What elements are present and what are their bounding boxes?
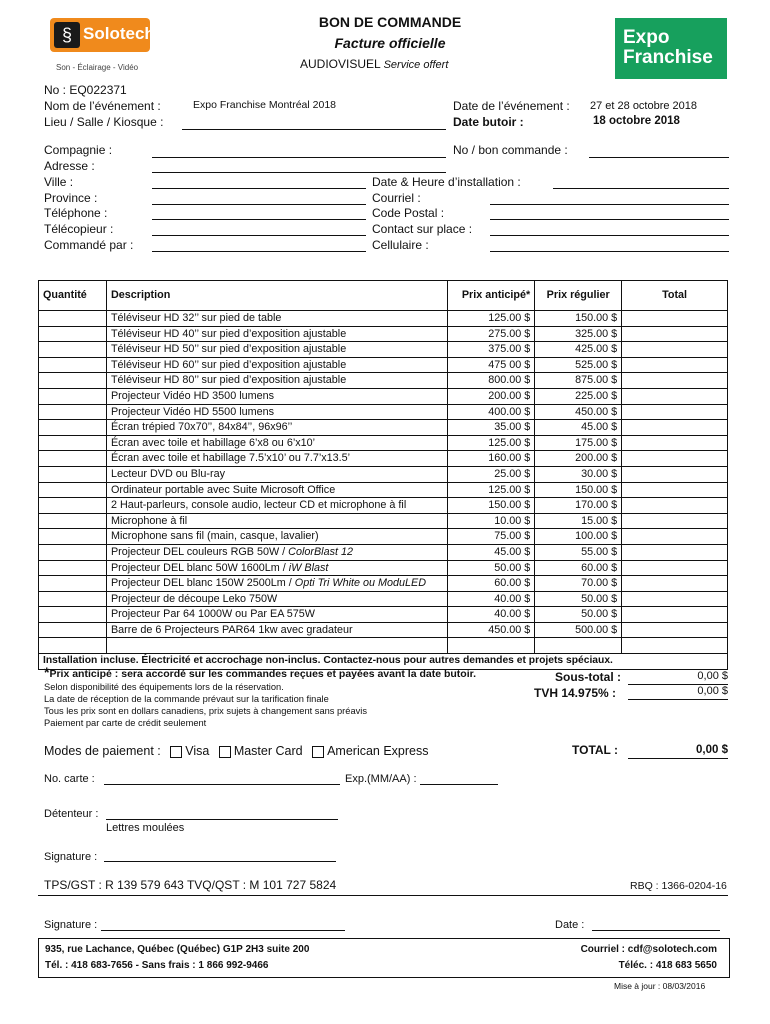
description-cell [106, 451, 447, 467]
description-cell [106, 388, 447, 404]
early-price-cell: 60.00 $ [448, 576, 535, 592]
visa-checkbox[interactable] [170, 746, 182, 758]
table-row [39, 622, 728, 638]
footer-phones: Tél. : 418 683-7656 - Sans frais : 1 866 992-9466 [45, 960, 269, 971]
description-text: Microphone sans fil (main, casque, lavalier) [110, 530, 319, 543]
total-line [628, 758, 728, 759]
total-cell[interactable] [622, 513, 728, 529]
total-cell[interactable] [622, 357, 728, 373]
qty-cell[interactable] [39, 326, 107, 342]
total-cell[interactable] [622, 622, 728, 638]
total-value: 0,00 $ [696, 744, 728, 756]
qty-cell[interactable] [39, 529, 107, 545]
term-line-2: La date de réception de la commande prévaut sur la tarification finale [44, 694, 329, 704]
table-row [39, 326, 728, 342]
block-letters-note: Lettres moulées [106, 822, 185, 834]
solotech-mark-icon: § [54, 22, 80, 48]
regular-price-cell: 45.00 $ [535, 420, 622, 436]
col-early-price-header: Prix anticipé* [448, 281, 535, 311]
contact-label: Contact sur place : [372, 222, 473, 236]
order-number: No : EQ022371 [44, 83, 127, 97]
col-desc-header: Description [106, 281, 447, 311]
regular-price-cell: 70.00 $ [535, 576, 622, 592]
total-cell[interactable] [622, 326, 728, 342]
table-row [39, 607, 728, 623]
subtotal-value: 0,00 $ [697, 670, 728, 682]
table-note: Installation incluse. Électricité et accrochage non-inclus. Contactez-nous pour autres demandes et projets spéciaux. [39, 654, 728, 670]
cell-line[interactable] [490, 251, 729, 252]
deadline-value: 18 octobre 2018 [593, 115, 680, 127]
description-cell [106, 622, 447, 638]
description-text: Projecteur Vidéo HD 3500 lumens [110, 389, 274, 402]
table-row [39, 373, 728, 389]
description-model: ColorBlast 12 [288, 545, 353, 558]
description-cell [106, 560, 447, 576]
date-label: Date : [555, 919, 585, 931]
payment-methods [44, 744, 429, 758]
table-row [39, 435, 728, 451]
description-text: Téléviseur HD 80’’ sur pied d’exposition ajustable [110, 374, 347, 387]
description-cell [106, 544, 447, 560]
phone-label: Téléphone : [44, 206, 108, 220]
regular-price-cell: 15.00 $ [535, 513, 622, 529]
solotech-tagline: Son - Éclairage - Vidéo [56, 63, 139, 72]
expiry-label: Exp.(MM/AA) : [345, 773, 417, 785]
page-title: BON DE COMMANDE [318, 14, 462, 30]
card-number-line[interactable] [104, 784, 340, 785]
service-main: AUDIOVISUEL [300, 57, 381, 71]
early-price-cell: 160.00 $ [448, 451, 535, 467]
city-line[interactable] [152, 188, 366, 189]
expo-logo-line2: Franchise [623, 47, 713, 68]
description-text: Projecteur DEL couleurs RGB 50W / [110, 545, 289, 558]
email-line[interactable] [490, 204, 729, 205]
early-price-cell: 35.00 $ [448, 420, 535, 436]
total-cell[interactable] [622, 544, 728, 560]
order-table [38, 280, 728, 670]
card-signature-line[interactable] [104, 861, 336, 862]
qty-cell[interactable] [39, 435, 107, 451]
ordered-by-line[interactable] [152, 251, 366, 252]
expo-logo-line1: Expo [623, 27, 670, 48]
contact-line[interactable] [490, 235, 729, 236]
early-price-cell: 125.00 $ [448, 311, 535, 327]
regular-price-cell: 55.00 $ [535, 544, 622, 560]
cell-label: Cellulaire : [372, 238, 429, 252]
total-cell[interactable] [622, 373, 728, 389]
venue-label: Lieu / Salle / Kiosque : [44, 115, 164, 129]
regular-price-cell: 875.00 $ [535, 373, 622, 389]
regular-price-cell: 30.00 $ [535, 466, 622, 482]
total-cell[interactable] [622, 451, 728, 467]
tax-label: TVH 14.975% : [534, 686, 617, 700]
description-cell [106, 357, 447, 373]
table-row [39, 482, 728, 498]
tax-numbers: TPS/GST : R 139 579 643 TVQ/QST : M 101 727 5824 [44, 878, 337, 892]
regular-price-cell: 60.00 $ [535, 560, 622, 576]
expiry-line[interactable] [420, 784, 498, 785]
table-row [39, 544, 728, 560]
total-cell[interactable] [622, 420, 728, 436]
total-cell[interactable] [622, 560, 728, 576]
holder-line[interactable] [106, 819, 338, 820]
total-cell[interactable] [622, 591, 728, 607]
description-model: Opti Tri White ou ModuLED [294, 577, 427, 590]
province-line[interactable] [152, 204, 366, 205]
asterisk: * [44, 664, 50, 680]
col-regular-price-header: Prix régulier [535, 281, 622, 311]
payment-label: Modes de paiement : [44, 744, 161, 758]
term-line-1: Selon disponibilité des équipements lors de la réservation. [44, 682, 284, 692]
early-price-cell: 150.00 $ [448, 498, 535, 514]
qty-cell[interactable] [39, 498, 107, 514]
province-label: Province : [44, 191, 98, 205]
qty-cell[interactable] [39, 576, 107, 592]
total-label: TOTAL : [572, 743, 618, 757]
description-text: Microphone à fil [110, 514, 188, 527]
term-line-4: Paiement par carte de crédit seulement [44, 718, 207, 728]
table-row [39, 513, 728, 529]
description-cell [106, 466, 447, 482]
early-price-cell: 125.00 $ [448, 482, 535, 498]
description-cell [106, 342, 447, 358]
regular-price-cell: 500.00 $ [535, 622, 622, 638]
qty-cell[interactable] [39, 513, 107, 529]
address-line[interactable] [152, 172, 446, 173]
table-row [39, 311, 728, 327]
card-number-label: No. carte : [44, 773, 95, 785]
early-price-cell: 400.00 $ [448, 404, 535, 420]
early-price-cell: 450.00 $ [448, 622, 535, 638]
description-text: Écran avec toile et habillage 7.5’x10’ ou 7.7’x13.5’ [110, 452, 351, 465]
early-price-cell: 375.00 $ [448, 342, 535, 358]
table-row [39, 357, 728, 373]
early-price-cell: 475 00 $ [448, 357, 535, 373]
description-text: Projecteur DEL blanc 50W 1600Lm / [110, 561, 289, 574]
regular-price-cell: 325.00 $ [535, 326, 622, 342]
amex-checkbox[interactable] [312, 746, 324, 758]
page-subtitle: Facture officielle [334, 35, 446, 51]
install-line[interactable] [553, 188, 729, 189]
qty-cell[interactable] [39, 404, 107, 420]
description-text: Projecteur Par 64 1000W ou Par EA 575W [110, 608, 316, 621]
qty-cell[interactable] [39, 482, 107, 498]
description-text: Projecteur DEL blanc 150W 2500Lm / [110, 577, 295, 590]
regular-price-cell: 175.00 $ [535, 435, 622, 451]
regular-price-cell: 50.00 $ [535, 591, 622, 607]
description-text: 2 Haut-parleurs, console audio, lecteur CD et microphone à fil [110, 499, 407, 512]
description-text: Téléviseur HD 40’’ sur pied d’exposition ajustable [110, 327, 347, 340]
regular-price-cell: 100.00 $ [535, 529, 622, 545]
total-cell[interactable] [622, 466, 728, 482]
early-price-cell: 200.00 $ [448, 388, 535, 404]
description-text: Écran trépied 70x70’’, 84x84’’, 96x96’’ [110, 421, 293, 434]
service-note: Service offert [383, 59, 449, 71]
early-price-note [44, 664, 476, 680]
table-row [39, 466, 728, 482]
qty-cell[interactable] [39, 311, 107, 327]
fax-line[interactable] [152, 235, 366, 236]
service-label [300, 57, 448, 71]
early-price-cell: 40.00 $ [448, 607, 535, 623]
tax-line [628, 699, 728, 700]
regular-price-cell: 150.00 $ [535, 482, 622, 498]
table-row [39, 576, 728, 592]
total-cell[interactable] [622, 311, 728, 327]
event-date-label: Date de l’événement : [453, 99, 570, 113]
email-label: Courriel : [372, 191, 421, 205]
description-text: Ordinateur portable avec Suite Microsoft Office [110, 483, 336, 496]
term-line-3: Tous les prix sont en dollars canadiens, prix sujets à changement sans préavis [44, 706, 367, 716]
qty-cell[interactable] [39, 607, 107, 623]
total-cell[interactable] [622, 529, 728, 545]
early-price-cell: 75.00 $ [448, 529, 535, 545]
description-cell [106, 420, 447, 436]
description-cell [106, 513, 447, 529]
mastercard-checkbox[interactable] [219, 746, 231, 758]
tax-value: 0,00 $ [697, 685, 728, 697]
table-row [39, 498, 728, 514]
venue-line[interactable] [182, 129, 446, 130]
footer-address: 935, rue Lachance, Québec (Québec) G1P 2H3 suite 200 [45, 944, 310, 955]
early-price-cell: 275.00 $ [448, 326, 535, 342]
postal-label: Code Postal : [372, 206, 445, 220]
description-text: Projecteur de découpe Leko 750W [110, 592, 278, 605]
total-cell[interactable] [622, 482, 728, 498]
qty-cell[interactable] [39, 544, 107, 560]
qty-cell[interactable] [39, 373, 107, 389]
total-cell[interactable] [622, 342, 728, 358]
postal-line[interactable] [490, 219, 729, 220]
early-price-cell: 125.00 $ [448, 435, 535, 451]
subtotal-label: Sous-total : [555, 670, 621, 684]
total-cell[interactable] [622, 576, 728, 592]
footer-box [38, 938, 730, 978]
table-row [39, 342, 728, 358]
early-price-cell: 800.00 $ [448, 373, 535, 389]
regular-price-cell: 450.00 $ [535, 404, 622, 420]
fax-label: Télécopieur : [44, 222, 114, 236]
description-cell [106, 576, 447, 592]
col-total-header: Total [622, 281, 728, 311]
description-text: Téléviseur HD 32’’ sur pied de table [110, 312, 282, 324]
early-price-cell: 40.00 $ [448, 591, 535, 607]
description-cell [106, 311, 447, 327]
col-qty-header: Quantité [39, 281, 107, 311]
qty-cell[interactable] [39, 591, 107, 607]
qty-cell[interactable] [39, 420, 107, 436]
description-cell [106, 498, 447, 514]
description-cell [106, 435, 447, 451]
description-cell [106, 529, 447, 545]
description-text: Écran avec toile et habillage 6’x8 ou 6’x10’ [110, 436, 316, 449]
deadline-label: Date butoir : [453, 115, 524, 129]
qty-cell[interactable] [39, 560, 107, 576]
total-cell[interactable] [622, 435, 728, 451]
rbq-number: RBQ : 1366-0204-16 [630, 880, 727, 892]
amex-label: American Express [327, 744, 429, 758]
early-price-text: Prix anticipé : sera accordé sur les commandes reçues et payées avant la date butoir. [49, 668, 477, 680]
event-date-value: 27 et 28 octobre 2018 [590, 100, 698, 112]
regular-price-cell: 150.00 $ [535, 311, 622, 327]
qty-cell[interactable] [39, 342, 107, 358]
regular-price-cell: 200.00 $ [535, 451, 622, 467]
description-cell [106, 373, 447, 389]
table-header-row [39, 281, 728, 311]
total-cell[interactable] [622, 388, 728, 404]
description-cell [106, 607, 447, 623]
description-cell [106, 326, 447, 342]
address-label: Adresse : [44, 159, 95, 173]
phone-line[interactable] [152, 219, 366, 220]
po-label: No / bon commande : [453, 143, 568, 157]
event-name-value: Expo Franchise Montréal 2018 [193, 99, 336, 111]
total-cell[interactable] [622, 607, 728, 623]
install-label: Date & Heure d’installation : [372, 175, 521, 189]
qty-cell[interactable] [39, 357, 107, 373]
total-cell[interactable] [622, 404, 728, 420]
early-price-cell: 10.00 $ [448, 513, 535, 529]
description-text: Barre de 6 Projecteurs PAR64 1kw avec gradateur [110, 623, 353, 636]
total-cell[interactable] [622, 498, 728, 514]
description-text: Projecteur Vidéo HD 5500 lumens [110, 405, 274, 418]
table-row [39, 560, 728, 576]
regular-price-cell: 225.00 $ [535, 388, 622, 404]
table-row [39, 591, 728, 607]
table-row [39, 404, 728, 420]
table-spacer-row [39, 638, 728, 654]
footer-fax: Téléc. : 418 683 5650 [618, 960, 717, 971]
description-text: Téléviseur HD 50’’ sur pied d’exposition ajustable [110, 343, 347, 356]
mastercard-label: Master Card [233, 744, 303, 758]
description-cell [106, 482, 447, 498]
description-cell [106, 591, 447, 607]
early-price-cell: 50.00 $ [448, 560, 535, 576]
po-line[interactable] [589, 157, 729, 158]
qty-cell[interactable] [39, 622, 107, 638]
qty-cell[interactable] [39, 451, 107, 467]
regular-price-cell: 170.00 $ [535, 498, 622, 514]
visa-label: Visa [185, 744, 210, 758]
card-signature-label: Signature : [44, 851, 98, 863]
regular-price-cell: 50.00 $ [535, 607, 622, 623]
company-label: Compagnie : [44, 143, 113, 157]
footer-email: Courriel : cdf@solotech.com [580, 944, 717, 955]
table-row [39, 388, 728, 404]
regular-price-cell: 425.00 $ [535, 342, 622, 358]
regular-price-cell: 525.00 $ [535, 357, 622, 373]
signature-line[interactable] [101, 930, 345, 931]
signature-label: Signature : [44, 919, 98, 931]
event-name-label: Nom de l’événement : [44, 99, 161, 113]
holder-label: Détenteur : [44, 808, 99, 820]
early-price-cell: 25.00 $ [448, 466, 535, 482]
table-row [39, 451, 728, 467]
update-date: Mise à jour : 08/03/2016 [614, 981, 706, 991]
qty-cell[interactable] [39, 388, 107, 404]
description-model: iW Blast [288, 561, 329, 574]
early-price-cell: 45.00 $ [448, 544, 535, 560]
description-text: Lecteur DVD ou Blu-ray [110, 467, 225, 480]
solotech-logo-text: Solotech [83, 24, 155, 43]
table-row [39, 420, 728, 436]
qty-cell[interactable] [39, 466, 107, 482]
city-label: Ville : [44, 175, 74, 189]
company-line[interactable] [152, 157, 446, 158]
table-row [39, 529, 728, 545]
date-line[interactable] [592, 930, 720, 931]
ordered-by-label: Commandé par : [44, 238, 134, 252]
description-cell [106, 404, 447, 420]
description-text: Téléviseur HD 60’’ sur pied d’exposition ajustable [110, 358, 347, 371]
divider [38, 895, 728, 896]
